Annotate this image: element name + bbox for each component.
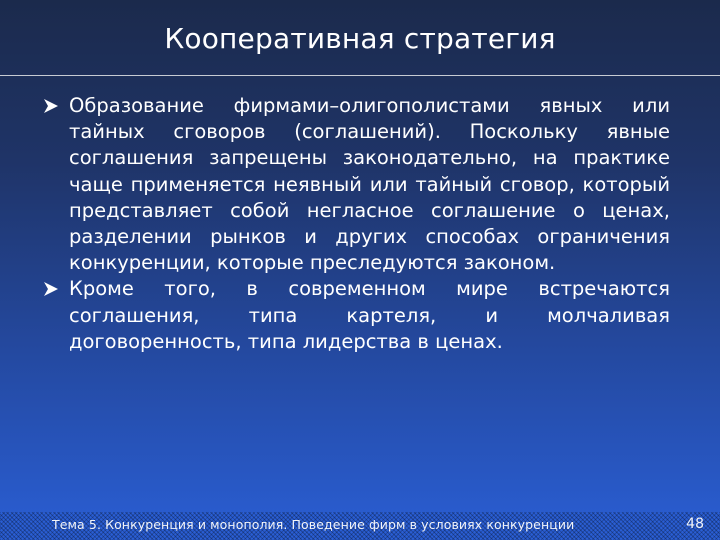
footer-topic: Тема 5. Конкуренция и монополия. Поведение фирм в условиях конкуренции: [52, 517, 575, 532]
title-divider: [0, 75, 720, 76]
bullet-item: [42, 93, 670, 276]
bullet-item: [42, 276, 670, 355]
arrowhead-bullet-icon: [43, 98, 59, 114]
bullet-text: Образование фирмами–олигополистами явных или тайных сговоров (соглашений). Поскольку явные соглашения запрещены законодательно, на практике чаще применяется неявный или тайный сговор, который представляет собой негласное соглашение о ценах, разделении рынков и других способах ограничения конкуренции, которые преследуются законом.: [69, 94, 670, 275]
slide-title: Кооперативная стратегия: [164, 22, 556, 55]
bullet-text: Кроме того, в современном мире встречаются соглашения, типа картеля, и молчаливая договоренность, типа лидерства в ценах.: [69, 277, 670, 353]
arrowhead-bullet-icon: [43, 281, 59, 297]
bullet-list: [42, 93, 670, 355]
page-number: 48: [686, 516, 704, 532]
